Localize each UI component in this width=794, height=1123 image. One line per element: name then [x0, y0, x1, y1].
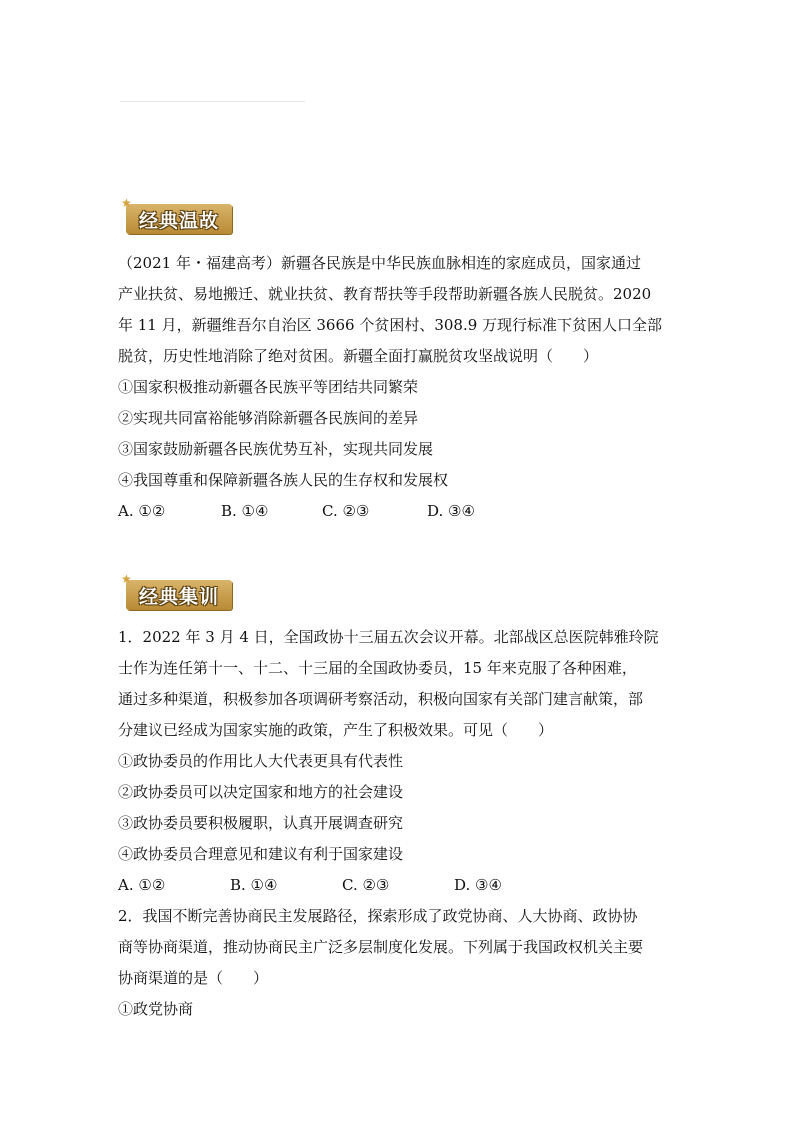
- badge-label: 经典集训: [138, 585, 219, 608]
- star-icon: ★: [121, 572, 132, 586]
- option-c: C. ②③: [342, 876, 390, 894]
- statement-1: ①政党协商: [118, 1000, 194, 1018]
- text-line: 2．我国不断完善协商民主发展路径，探索形成了政党协商、人大协商、政协协: [118, 907, 638, 925]
- statement-4: ④我国尊重和保障新疆各族人民的生存权和发展权: [118, 471, 449, 489]
- option-b: B. ①④: [221, 502, 269, 520]
- text-line: 协商渠道的是（ ）: [118, 969, 269, 987]
- option-c: C. ②③: [322, 502, 370, 520]
- text-line: 年 11 月，新疆维吾尔自治区 3666 个贫困村、308.9 万现行标准下贫困人口全部: [118, 316, 663, 334]
- text-line: （2021 年・福建高考）新疆各民族是中华民族血脉相连的家庭成员，国家通过: [118, 254, 641, 272]
- star-icon: ★: [121, 196, 132, 210]
- text-line: 脱贫，历史性地消除了绝对贫困。新疆全面打赢脱贫攻坚战说明（ ）: [118, 347, 599, 365]
- option-a: A. ①②: [118, 502, 166, 520]
- option-a: A. ①②: [118, 876, 166, 894]
- badge-label: 经典温故: [138, 209, 219, 232]
- text-line: 分建议已经成为国家实施的政策，产生了积极效果。可见（ ）: [118, 721, 554, 739]
- option-d: D. ③④: [427, 502, 475, 520]
- statement-3: ③政协委员要积极履职，认真开展调查研究: [118, 814, 404, 832]
- text-line: 商等协商渠道，推动协商民主广泛多层制度化发展。下列属于我国政权机关主要: [118, 938, 644, 956]
- option-b: B. ①④: [230, 876, 278, 894]
- statement-2: ②实现共同富裕能够消除新疆各民族间的差异: [118, 409, 419, 427]
- statement-3: ③国家鼓励新疆各民族优势互补，实现共同发展: [118, 440, 434, 458]
- answer-options: [118, 501, 475, 521]
- option-d: D. ③④: [454, 876, 502, 894]
- statement-4: ④政协委员合理意见和建议有利于国家建设: [118, 845, 404, 863]
- header-rule: [120, 101, 305, 102]
- text-line: 通过多种渠道，积极参加各项调研考察活动，积极向国家有关部门建言献策，部: [118, 690, 644, 708]
- statement-1: ①国家积极推动新疆各民族平等团结共同繁荣: [118, 378, 419, 396]
- text-line: 1．2022 年 3 月 4 日，全国政协十三届五次会议开幕。北部战区总医院韩雅玲院: [118, 628, 659, 646]
- statement-2: ②政协委员可以决定国家和地方的社会建设: [118, 783, 404, 801]
- text-line: 产业扶贫、易地搬迁、就业扶贫、教育帮扶等手段帮助新疆各族人民脱贫。2020: [118, 285, 652, 303]
- section-badge-classic-review: [121, 196, 232, 234]
- section-badge-classic-training: [121, 572, 232, 610]
- text-line: 士作为连任第十一、十二、十三届的全国政协委员，15 年来克服了各种困难，: [118, 659, 637, 677]
- statement-1: ①政协委员的作用比人大代表更具有代表性: [118, 752, 404, 770]
- answer-options: [118, 875, 502, 895]
